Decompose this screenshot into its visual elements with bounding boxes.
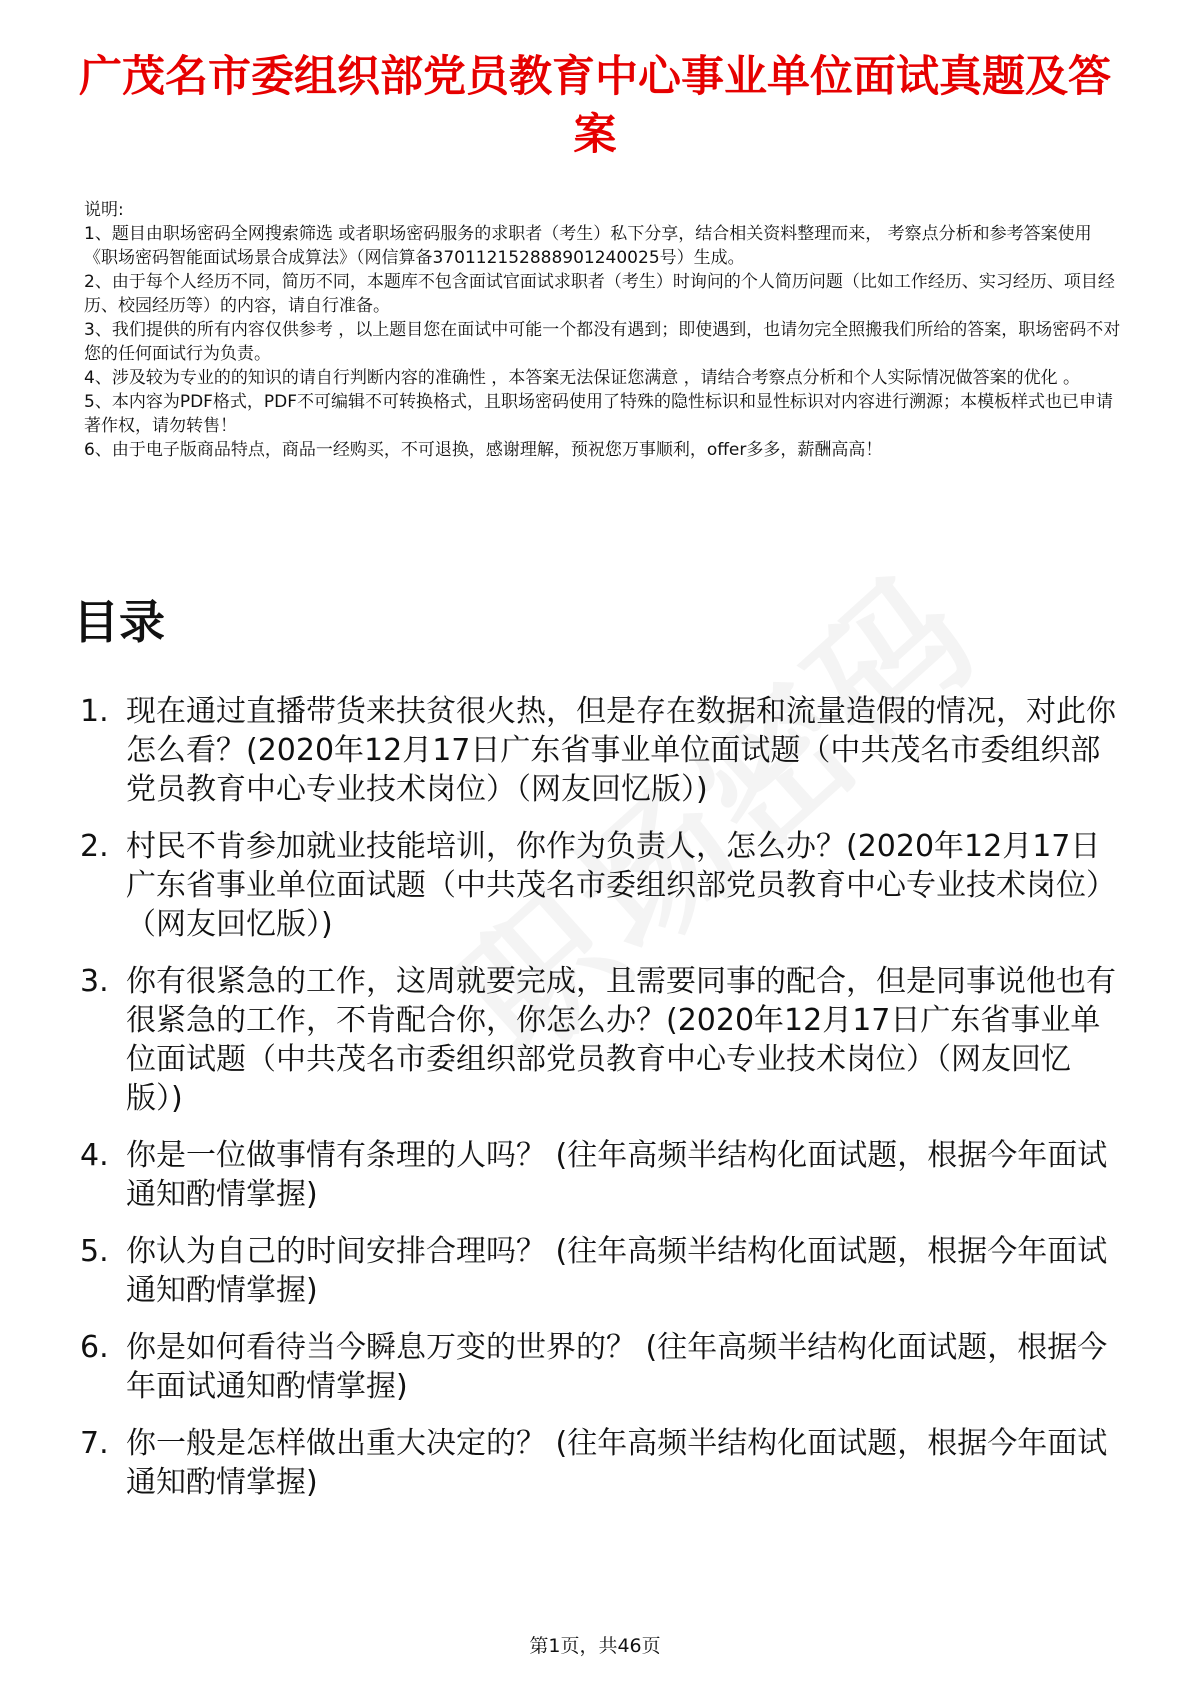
toc-item[interactable] <box>80 827 1120 944</box>
toc-list <box>80 692 1120 1520</box>
toc-item-number: 7. <box>80 1426 109 1461</box>
note-item-3: 3、我们提供的所有内容仅供参考 ，以上题目您在面试中可能一个都没有遇到；即使遇到，也请勿完全照搬我们所给的答案，职场密码不对您的任何面试行为负责。 <box>84 320 1121 364</box>
toc-item-text: 你认为自己的时间安排合理吗？ (往年高频半结构化面试题，根据今年面试通知酌情掌握) <box>126 1234 1108 1308</box>
notes-section <box>84 198 1124 462</box>
note-item-6: 6、由于电子版商品特点，商品一经购买，不可退换，感谢理解，预祝您万事顺利，offer多多，薪酬高高！ <box>84 440 883 460</box>
toc-item[interactable] <box>80 1232 1120 1310</box>
toc-item-number: 1. <box>80 694 109 729</box>
toc-item-number: 6. <box>80 1330 109 1365</box>
toc-item-text: 现在通过直播带货来扶贫很火热，但是存在数据和流量造假的情况，对此你怎么看？(2020年12月17日广东省事业单位面试题（中共茂名市委组织部党员教育中心专业技术岗位）（网友回忆版）) <box>126 694 1116 807</box>
note-item-4: 4、涉及较为专业的的知识的请自行判断内容的准确性 ，本答案无法保证您满意 ，请结合考察点分析和个人实际情况做答案的优化 。 <box>84 368 1081 388</box>
toc-item-text: 你是一位做事情有条理的人吗？ (往年高频半结构化面试题，根据今年面试通知酌情掌握) <box>126 1138 1108 1212</box>
toc-item-number: 4. <box>80 1138 109 1173</box>
note-item-5: 5、本内容为PDF格式，PDF不可编辑不可转换格式，且职场密码使用了特殊的隐性标识和显性标识对内容进行溯源；本模板样式也已申请著作权，请勿转售！ <box>84 392 1114 436</box>
toc-item[interactable] <box>80 1424 1120 1502</box>
page-footer: 第1页，共46页 <box>529 1635 661 1657</box>
toc-item-text: 你有很紧急的工作，这周就要完成，且需要同事的配合，但是同事说他也有很紧急的工作，不肯配合你，你怎么办？(2020年12月17日广东省事业单位面试题（中共茂名市委组织部党员教育中心专业技术岗位）（网友回忆版）) <box>126 964 1116 1116</box>
toc-item-text: 你是如何看待当今瞬息万变的世界的？ (往年高频半结构化面试题，根据今年面试通知酌情掌握) <box>126 1330 1108 1404</box>
note-item-2: 2、由于每个人经历不同，简历不同，本题库不包含面试官面试求职者（考生）时询问的个人简历问题（比如工作经历、实习经历、项目经历、校园经历等）的内容，请自行准备。 <box>84 272 1115 316</box>
toc-item-number: 2. <box>80 829 109 864</box>
toc-item-number: 5. <box>80 1234 109 1269</box>
toc-item[interactable] <box>80 1328 1120 1406</box>
toc-item-text: 村民不肯参加就业技能培训，你作为负责人，怎么办？(2020年12月17日广东省事业单位面试题（中共茂名市委组织部党员教育中心专业技术岗位）（网友回忆版）) <box>126 829 1116 942</box>
toc-item[interactable] <box>80 1136 1120 1214</box>
notes-heading: 说明: <box>84 200 124 220</box>
toc-item-text: 你一般是怎样做出重大决定的？ (往年高频半结构化面试题，根据今年面试通知酌情掌握) <box>126 1426 1108 1500</box>
toc-item-number: 3. <box>80 964 109 999</box>
note-item-1: 1、题目由职场密码全网搜索筛选 或者职场密码服务的求职者（考生）私下分享，结合相关资料整理而来， 考察点分析和参考答案使用《职场密码智能面试场景合成算法》（网信算备370112152888901240025号）生成。 <box>84 224 1092 268</box>
document-title: 广茂名市委组织部党员教育中心事业单位面试真题及答案 <box>79 52 1111 160</box>
toc-item[interactable] <box>80 962 1120 1118</box>
toc-heading: 目录 <box>73 595 165 649</box>
toc-item[interactable] <box>80 692 1120 809</box>
